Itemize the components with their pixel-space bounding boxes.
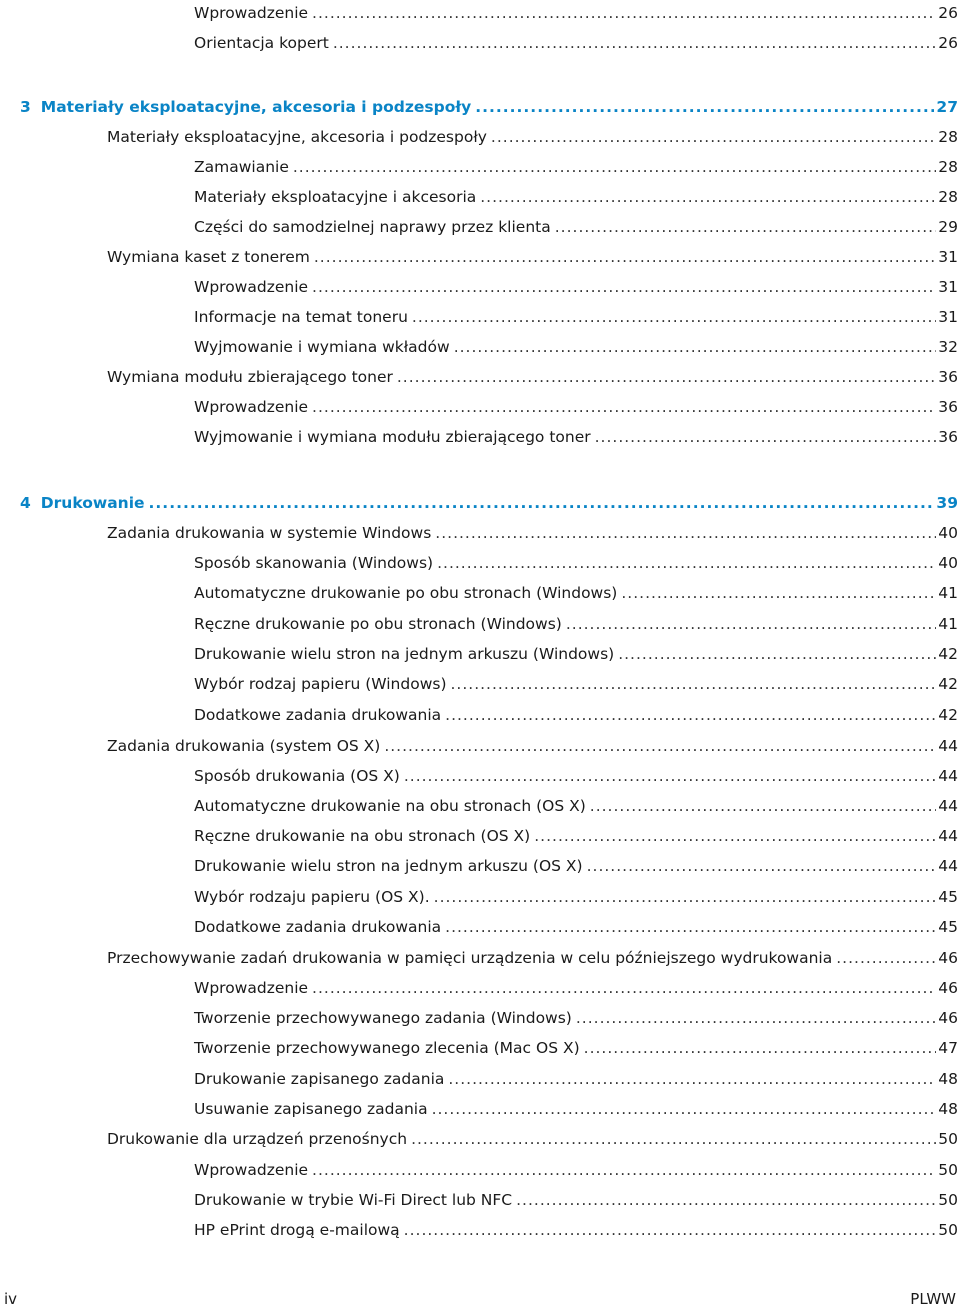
toc-entry[interactable] — [107, 733, 958, 759]
toc-entry[interactable] — [194, 1157, 958, 1183]
toc-entry[interactable] — [194, 1096, 958, 1122]
toc-dot-leader — [312, 975, 936, 1001]
toc-dot-leader — [454, 334, 937, 360]
toc-page-number: 50 — [938, 1221, 958, 1239]
toc-dot-leader — [534, 823, 936, 849]
toc-dot-leader — [480, 184, 936, 210]
toc-entry[interactable] — [194, 884, 958, 910]
toc-dot-leader — [448, 1066, 936, 1092]
toc-entry-title: Wprowadzenie — [194, 4, 309, 22]
toc-dot-leader — [595, 424, 937, 450]
toc-entry-title: Tworzenie przechowywanego zadania (Windows) — [194, 1009, 572, 1027]
toc-entry[interactable] — [194, 975, 958, 1001]
toc-entry-title: Zadania drukowania (system OS X) — [107, 737, 381, 755]
toc-dot-leader — [555, 214, 937, 240]
toc-page-number: 31 — [938, 308, 958, 326]
toc-entry-title: Tworzenie przechowywanego zlecenia (Mac OS X) — [194, 1039, 580, 1057]
toc-dot-leader — [404, 1217, 937, 1243]
toc-page-number: 36 — [938, 368, 958, 386]
toc-page-number: 44 — [938, 737, 958, 755]
toc-entry-title: Wybór rodzaju papieru (OS X). — [194, 888, 430, 906]
toc-entry-title: Orientacja kopert — [194, 34, 329, 52]
toc-dot-leader — [397, 364, 936, 390]
toc-entry-title: Wybór rodzaj papieru (Windows) — [194, 675, 447, 693]
toc-page-number: 40 — [938, 524, 958, 542]
toc-entry-title: HP ePrint drogą e-mailową — [194, 1221, 400, 1239]
toc-page-number: 31 — [938, 278, 958, 296]
toc-entry[interactable] — [194, 214, 958, 240]
toc-entry-title: Usuwanie zapisanego zadania — [194, 1100, 428, 1118]
toc-entry-title: Drukowanie wielu stron na jednym arkuszu (OS X) — [194, 857, 583, 875]
toc-entry-title: Wprowadzenie — [194, 979, 309, 997]
toc-dot-leader — [516, 1187, 936, 1213]
toc-entry-title: Dodatkowe zadania drukowania — [194, 918, 442, 936]
toc-entry-title: Drukowanie dla urządzeń przenośnych — [107, 1130, 408, 1148]
toc-entry[interactable] — [194, 763, 958, 789]
toc-page-number: 48 — [938, 1100, 958, 1118]
toc-entry-title: Wyjmowanie i wymiana wkładów — [194, 338, 450, 356]
toc-dot-leader — [293, 154, 936, 180]
toc-dot-leader — [333, 30, 936, 56]
toc-dot-leader — [412, 304, 936, 330]
toc-page-number: 28 — [938, 188, 958, 206]
toc-entry-title: Wprowadzenie — [194, 398, 309, 416]
toc-dot-leader — [149, 490, 935, 516]
toc-dot-leader — [411, 1126, 936, 1152]
toc-dot-leader — [437, 550, 936, 576]
toc-dot-leader — [312, 1157, 936, 1183]
toc-entry[interactable] — [194, 793, 958, 819]
toc-page-number: 42 — [938, 675, 958, 693]
toc-dot-leader — [445, 702, 936, 728]
toc-page-number: 28 — [938, 128, 958, 146]
toc-entry[interactable] — [194, 611, 958, 637]
toc-entry[interactable] — [194, 914, 958, 940]
toc-entry-title: Informacje na temat toneru — [194, 308, 408, 326]
toc-entry[interactable] — [194, 1217, 958, 1243]
toc-entry-title: Ręczne drukowanie po obu stronach (Windows) — [194, 615, 562, 633]
toc-entry-title: Wymiana modułu zbierającego toner — [107, 368, 393, 386]
toc-dot-leader — [491, 124, 936, 150]
toc-page-number: 41 — [938, 615, 958, 633]
toc-dot-leader — [432, 1096, 937, 1122]
toc-dot-leader — [312, 0, 936, 26]
toc-dot-leader — [435, 520, 936, 546]
toc-entry[interactable] — [194, 334, 958, 360]
toc-entry-title: Materiały eksploatacyjne i akcesoria — [194, 188, 477, 206]
toc-entry[interactable] — [107, 520, 958, 546]
toc-dot-leader — [451, 671, 937, 697]
toc-entry-title: Zadania drukowania w systemie Windows — [107, 524, 432, 542]
toc-entry[interactable] — [194, 1187, 958, 1213]
toc-dot-leader — [836, 945, 936, 971]
toc-entry-title: Drukowanie zapisanego zadania — [194, 1070, 445, 1088]
toc-entry-title: Materiały eksploatacyjne, akcesoria i podzespoły — [40, 98, 472, 116]
toc-page-number: 42 — [938, 706, 958, 724]
toc-entry-title: Sposób drukowania (OS X) — [194, 767, 400, 785]
toc-entry-title: Drukowanie — [40, 494, 145, 512]
toc-entry[interactable] — [107, 124, 958, 150]
toc-page-number: 46 — [938, 979, 958, 997]
toc-entry-title: Ręczne drukowanie na obu stronach (OS X) — [194, 827, 531, 845]
toc-page-number: 39 — [936, 494, 958, 512]
toc-entry[interactable] — [194, 671, 958, 697]
toc-entry-title: Wyjmowanie i wymiana modułu zbierającego toner — [194, 428, 591, 446]
toc-page-number: 47 — [938, 1039, 958, 1057]
toc-entry-title: Przechowywanie zadań drukowania w pamięci urządzenia w celu późniejszego wydrukowania — [107, 949, 833, 967]
toc-page-number: 50 — [938, 1191, 958, 1209]
toc-entry-title: Wymiana kaset z tonerem — [107, 248, 310, 266]
toc-entry[interactable] — [194, 424, 958, 450]
toc-page-number: 48 — [938, 1070, 958, 1088]
toc-dot-leader — [434, 884, 937, 910]
toc-chapter-entry[interactable] — [20, 490, 958, 516]
toc-dot-leader — [576, 1005, 936, 1031]
toc-entry-title: Zamawianie — [194, 158, 289, 176]
toc-entry-title: Wprowadzenie — [194, 1161, 309, 1179]
toc-entry[interactable] — [194, 154, 958, 180]
toc-dot-leader — [475, 94, 934, 120]
toc-entry[interactable] — [194, 823, 958, 849]
toc-dot-leader — [618, 641, 936, 667]
toc-page-number: 36 — [938, 428, 958, 446]
toc-entry[interactable] — [194, 0, 958, 26]
toc-dot-leader — [566, 611, 936, 637]
toc-page-number: 28 — [938, 158, 958, 176]
toc-dot-leader — [384, 733, 936, 759]
toc-entry-title: Drukowanie w trybie Wi-Fi Direct lub NFC — [194, 1191, 513, 1209]
toc-page-number: 46 — [938, 949, 958, 967]
toc-page-number: 45 — [938, 918, 958, 936]
toc-dot-leader — [584, 1035, 937, 1061]
toc-entry[interactable] — [194, 550, 958, 576]
toc-entry[interactable] — [107, 1126, 958, 1152]
toc-entry[interactable] — [194, 1035, 958, 1061]
toc-dot-leader — [314, 244, 936, 270]
toc-page-number: 41 — [938, 584, 958, 602]
toc-entry-title: Dodatkowe zadania drukowania — [194, 706, 442, 724]
toc-chapter-number: 3 — [20, 98, 31, 116]
toc-dot-leader — [312, 394, 936, 420]
toc-entry-title: Automatyczne drukowanie po obu stronach (Windows) — [194, 584, 618, 602]
toc-chapter-number: 4 — [20, 494, 31, 512]
toc-entry-title: Automatyczne drukowanie na obu stronach (OS X) — [194, 797, 586, 815]
toc-page-number: 42 — [938, 645, 958, 663]
toc-page-number: 50 — [938, 1130, 958, 1148]
toc-page-number: 44 — [938, 827, 958, 845]
toc-entry-title: Materiały eksploatacyjne, akcesoria i podzespoły — [107, 128, 487, 146]
toc-entry[interactable] — [194, 641, 958, 667]
toc-entry[interactable] — [194, 184, 958, 210]
toc-entry[interactable] — [194, 1005, 958, 1031]
toc-entry[interactable] — [194, 304, 958, 330]
toc-page-number: 46 — [938, 1009, 958, 1027]
toc-dot-leader — [621, 580, 936, 606]
toc-dot-leader — [445, 914, 936, 940]
toc-entry-title: Wprowadzenie — [194, 278, 309, 296]
toc-page-number: 29 — [938, 218, 958, 236]
toc-page-number: 36 — [938, 398, 958, 416]
toc-entry[interactable] — [107, 364, 958, 390]
toc-entry[interactable] — [107, 945, 958, 971]
toc-page-number: 26 — [938, 34, 958, 52]
toc-entry[interactable] — [194, 853, 958, 879]
toc-entry[interactable] — [194, 30, 958, 56]
toc-dot-leader — [312, 274, 936, 300]
toc-entry[interactable] — [194, 394, 958, 420]
toc-entry[interactable] — [194, 702, 958, 728]
toc-entry[interactable] — [107, 244, 958, 270]
toc-page-number: 26 — [938, 4, 958, 22]
toc-entry[interactable] — [194, 580, 958, 606]
toc-page-number: 44 — [938, 767, 958, 785]
toc-page-number: 32 — [938, 338, 958, 356]
toc-page-number: 45 — [938, 888, 958, 906]
toc-entry-title: Sposób skanowania (Windows) — [194, 554, 434, 572]
footer-locale-code: PLWW — [910, 1290, 956, 1308]
toc-page-number: 31 — [938, 248, 958, 266]
toc-entry[interactable] — [194, 1066, 958, 1092]
toc-page-number: 40 — [938, 554, 958, 572]
toc-entry-title: Części do samodzielnej naprawy przez klienta — [194, 218, 551, 236]
toc-dot-leader — [404, 763, 936, 789]
toc-page-number: 50 — [938, 1161, 958, 1179]
toc-page-number: 44 — [938, 857, 958, 875]
toc-chapter-entry[interactable] — [20, 94, 958, 120]
toc-page-number: 44 — [938, 797, 958, 815]
toc-dot-leader — [590, 793, 937, 819]
toc-dot-leader — [587, 853, 937, 879]
toc-entry-title: Drukowanie wielu stron na jednym arkuszu (Windows) — [194, 645, 615, 663]
toc-page-number: 27 — [936, 98, 958, 116]
toc-entry[interactable] — [194, 274, 958, 300]
footer-page-number: iv — [4, 1290, 18, 1308]
